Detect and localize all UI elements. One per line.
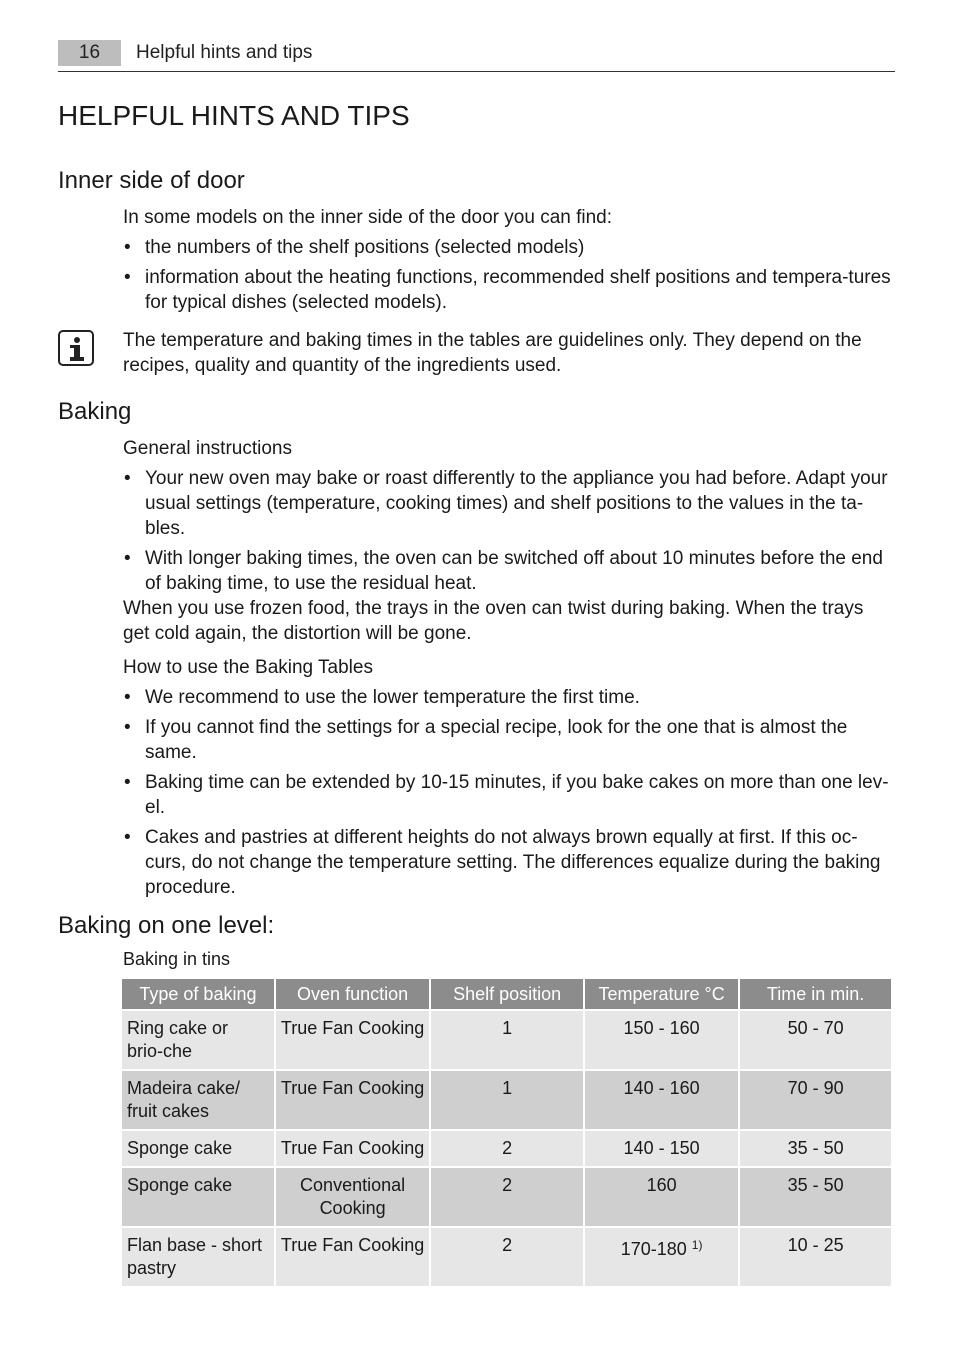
table-row xyxy=(122,1071,891,1129)
footnote-mark: 1) xyxy=(691,1238,703,1252)
page-title: HELPFUL HINTS AND TIPS xyxy=(58,100,410,131)
list-item: • Baking time can be extended by 10-15 minutes, if you bake cakes on more than one lev-el. xyxy=(123,770,895,820)
table-cell: 35 - 50 xyxy=(740,1131,891,1166)
table-header-row xyxy=(122,979,891,1009)
table-cell: True Fan Cooking xyxy=(276,1228,429,1286)
list-item: • We recommend to use the lower temperature the first time. xyxy=(123,685,895,710)
column-header: Type of baking xyxy=(122,979,274,1009)
info-icon xyxy=(58,330,94,366)
table-cell: Madeira cake/ fruit cakes xyxy=(122,1071,274,1129)
section-heading-inner-door: Inner side of door xyxy=(58,167,245,194)
table-cell: Flan base - short pastry xyxy=(122,1228,274,1286)
table-cell: 2 xyxy=(431,1131,583,1166)
table-cell: 140 - 160 xyxy=(585,1071,738,1129)
table-cell: 1 xyxy=(431,1071,583,1129)
info-note xyxy=(123,328,895,378)
table-cell: 1 xyxy=(431,1011,583,1069)
table-cell: 70 - 90 xyxy=(740,1071,891,1129)
list-item: • With longer baking times, the oven can be switched off about 10 minutes before the end of baking time, to use the residual heat. xyxy=(123,546,895,596)
table-cell: 2 xyxy=(431,1228,583,1286)
table-cell: 150 - 160 xyxy=(585,1011,738,1069)
table-cell: 140 - 150 xyxy=(585,1131,738,1166)
table-cell: True Fan Cooking xyxy=(276,1011,429,1069)
column-header: Shelf position xyxy=(431,979,583,1009)
page-header xyxy=(58,40,895,72)
table-row xyxy=(122,1168,891,1226)
baking-body xyxy=(123,436,895,646)
table-cell: 2 xyxy=(431,1168,583,1226)
inner-door-intro: In some models on the inner side of the door you can find: xyxy=(123,207,613,228)
column-header: Time in min. xyxy=(740,979,891,1009)
inner-door-list xyxy=(123,235,895,315)
list-item: • If you cannot find the settings for a special recipe, look for the one that is almost the same. xyxy=(123,715,895,765)
baking-in-tins-label: Baking in tins xyxy=(123,949,231,969)
table-row xyxy=(122,1228,891,1286)
baking-tables-heading: How to use the Baking Tables xyxy=(123,657,373,678)
column-header: Oven function xyxy=(276,979,429,1009)
table-cell: 50 - 70 xyxy=(740,1011,891,1069)
list-item: • the numbers of the shelf positions (selected models) xyxy=(123,235,895,260)
table-cell: Ring cake or brio-che xyxy=(122,1011,274,1069)
table-row xyxy=(122,1131,891,1166)
table-cell: 160 xyxy=(585,1168,738,1226)
table-cell: 35 - 50 xyxy=(740,1168,891,1226)
table-cell: Sponge cake xyxy=(122,1168,274,1226)
baking-table xyxy=(120,977,893,1288)
page-number: 16 xyxy=(58,40,121,66)
list-item: • information about the heating functions, recommended shelf positions and tempera-tures for typical dishes (selected models). xyxy=(123,265,895,315)
section-heading-one-level: Baking on one level: xyxy=(58,912,275,939)
table-cell xyxy=(585,1228,738,1286)
list-item: • Your new oven may bake or roast differently to the appliance you had before. Adapt your usual settings (temperature, cooking times) and shelf positions to the values in the ta-bles. xyxy=(123,466,895,541)
general-instructions-heading: General instructions xyxy=(123,438,292,459)
table-cell: Sponge cake xyxy=(122,1131,274,1166)
column-header: Temperature °C xyxy=(585,979,738,1009)
section-heading-baking: Baking xyxy=(58,398,132,425)
frozen-food-note: When you use frozen food, the trays in the oven can twist during baking. When the trays get cold again, the distortion will be gone. xyxy=(123,598,864,644)
table-cell: True Fan Cooking xyxy=(276,1131,429,1166)
baking-tables-body xyxy=(123,655,895,900)
table-cell: Conventional Cooking xyxy=(276,1168,429,1226)
table-cell: True Fan Cooking xyxy=(276,1071,429,1129)
table-row xyxy=(122,1011,891,1069)
inner-door-body xyxy=(123,205,895,315)
info-note-text: The temperature and baking times in the tables are guidelines only. They depend on the recipes, quality and quantity of the ingredients used. xyxy=(123,330,862,376)
running-title: Helpful hints and tips xyxy=(136,42,313,63)
general-instructions-list xyxy=(123,466,895,596)
list-item: • Cakes and pastries at different heights do not always brown equally at first. If this oc-curs, do not change the temperature setting. The differences equalize during the baking procedure. xyxy=(123,825,895,900)
temperature-value: 170-180 xyxy=(620,1239,687,1259)
baking-tables-list xyxy=(123,685,895,900)
table-cell: 10 - 25 xyxy=(740,1228,891,1286)
